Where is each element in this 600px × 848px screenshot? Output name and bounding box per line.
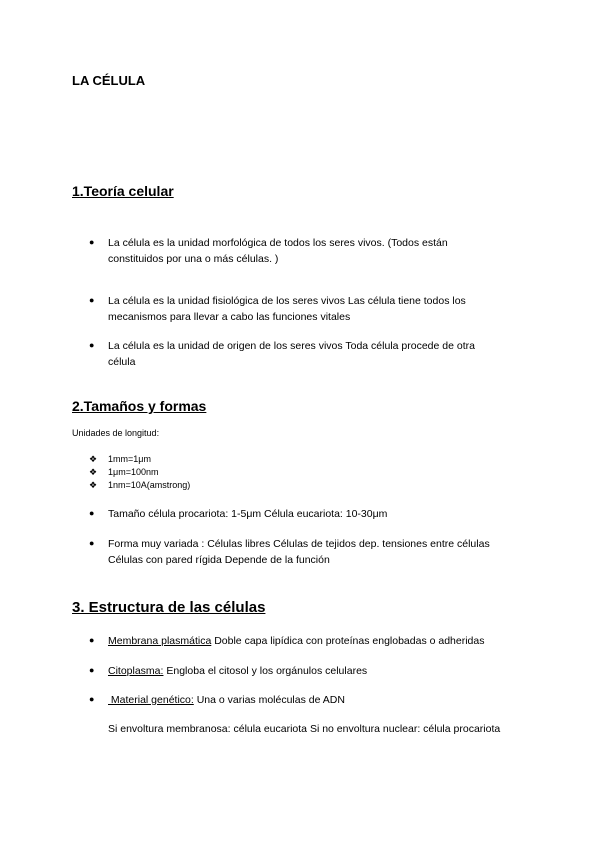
list-item-line: Forma muy variada : Células libres Células de tejidos dep. tensiones entre células	[108, 538, 490, 550]
bullet-icon: ●	[89, 538, 95, 548]
bullet-icon: ●	[89, 694, 95, 704]
bullet-icon: ●	[89, 295, 95, 305]
unit-item: 1μm=100nm	[108, 467, 159, 477]
units-label: Unidades de longitud:	[72, 428, 160, 438]
bullet-icon: ●	[89, 665, 95, 675]
diamond-bullet-icon: ❖	[89, 454, 98, 464]
list-item	[108, 506, 387, 522]
list-item-line: célula	[108, 356, 136, 368]
list-item-line: Células con pared rígida Depende de la función	[108, 554, 330, 566]
term: Citoplasma:	[108, 665, 164, 677]
list-item-line: La célula es la unidad morfológica de todos los seres vivos. (Todos están	[108, 237, 448, 249]
list-item-line: mecanismos para llevar a cabo las funciones vitales	[108, 311, 351, 323]
section-heading-tamanos: 2.Tamaños y formas	[72, 398, 207, 414]
term: Material genético:	[108, 694, 194, 706]
bullet-icon: ●	[89, 635, 95, 645]
list-item	[108, 692, 345, 708]
list-item-line: La célula es la unidad de origen de los seres vivos Toda célula procede de otra	[108, 340, 475, 352]
list-item	[108, 293, 466, 325]
bullet-icon: ●	[89, 340, 95, 350]
section-heading-estructura: 3. Estructura de las células	[72, 599, 266, 616]
section-heading-teoria: 1.Teoría celular	[72, 183, 174, 199]
list-item	[108, 536, 490, 568]
definition: Una o varias moléculas de ADN	[193, 694, 345, 706]
list-item	[108, 235, 448, 267]
definition: Doble capa lipídica con proteínas englobadas o adheridas	[211, 635, 485, 647]
list-item	[108, 633, 485, 649]
list-item	[108, 338, 475, 370]
diamond-bullet-icon: ❖	[89, 467, 98, 477]
bullet-icon: ●	[89, 237, 95, 247]
diamond-bullet-icon: ❖	[89, 480, 98, 490]
unit-item: 1nm=10A(amstrong)	[108, 480, 191, 490]
term: Membrana plasmática	[108, 635, 212, 647]
list-item	[108, 663, 367, 679]
list-item-line: La célula es la unidad fisiológica de los seres vivos Las célula tiene todos los	[108, 295, 466, 307]
unit-item: 1mm=1μm	[108, 454, 151, 464]
note: Si envoltura membranosa: célula eucariota Si no envoltura nuclear: célula procariota	[108, 723, 501, 735]
list-item-line: constituidos por una o más células. )	[108, 253, 279, 265]
document-title: LA CÉLULA	[72, 73, 146, 88]
bullet-icon: ●	[89, 508, 95, 518]
definition: Engloba el citosol y los orgánulos celulares	[163, 665, 368, 677]
list-item-line: Tamaño célula procariota: 1-5μm Célula eucariota: 10-30μm	[108, 508, 388, 520]
